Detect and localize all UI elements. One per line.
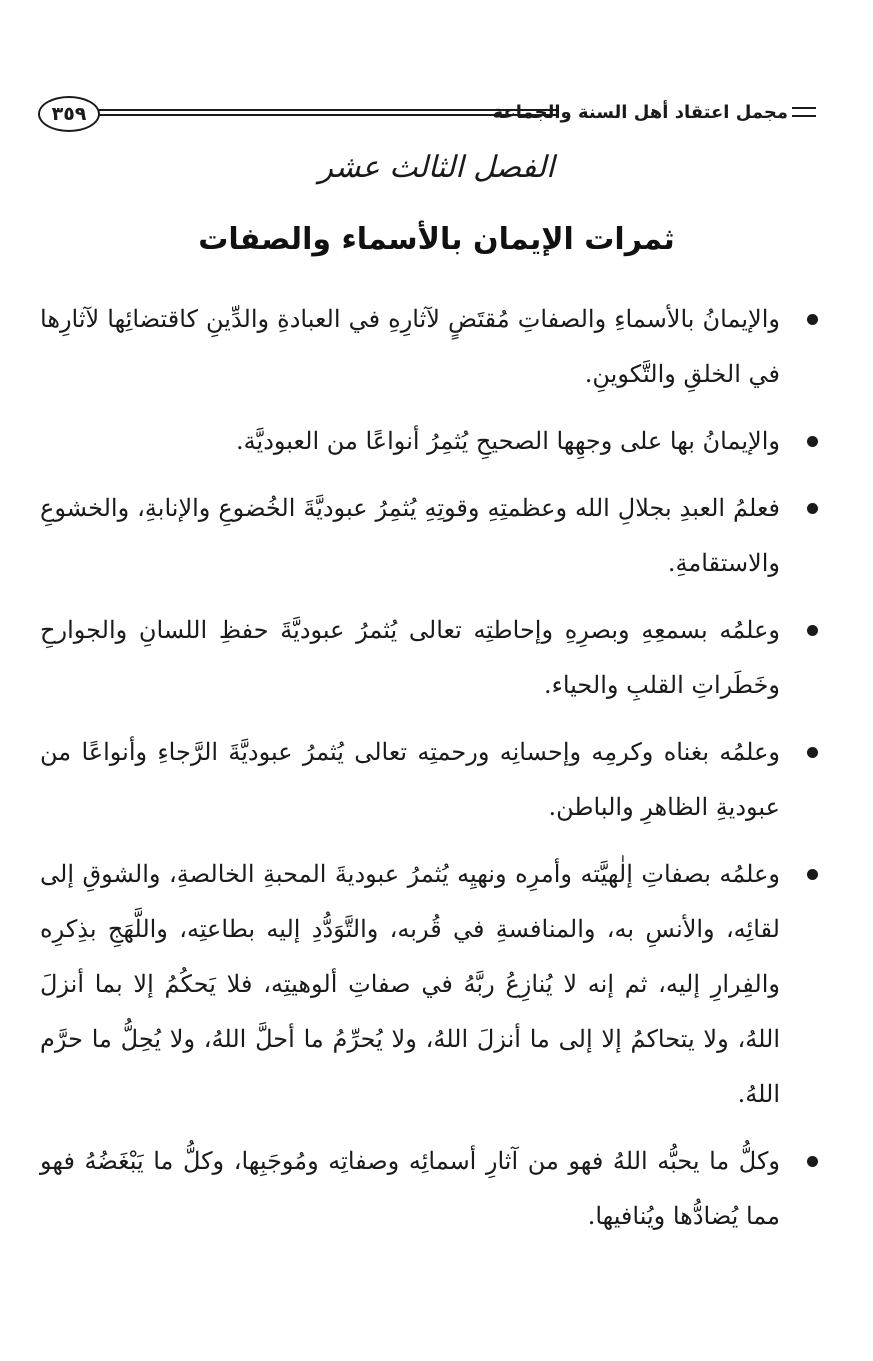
bullet-list [40,292,820,1244]
list-item [40,481,820,591]
bullet-icon [807,314,818,325]
list-item [40,847,820,1122]
chapter-title: ثمرات الإيمان بالأسماء والصفات [198,222,675,257]
list-item [40,725,820,835]
list-item-text: فعلمُ العبدِ بجلالِ الله وعظمتِهِ وقوتِهِ يُثمِرُ عبوديَّةَ الخُضوعِ والإنابةِ، والخشوعِ والاستقامةِ. [40,494,780,577]
chapter-label: الفصل الثالث عشر [318,150,555,185]
bullet-icon [807,436,818,447]
list-item-text: وعلمُه بسمعِهِ وبصرِهِ وإحاطتِه تعالى يُثمرُ عبوديَّةَ حفظِ اللسانِ والجوارحِ وخَطَراتِ القلبِ والحياء. [40,616,781,699]
list-item-text: وعلمُه بصفاتِ إلٰهيَّته وأمرِه ونهيِه يُثمرُ عبوديةَ المحبةِ الخالصةِ، والشوقِ إلى لقائِه، والأنسِ به، والمنافسةِ في قُربه، والتَّوَدُّدِ إليه بطاعتِه، واللَّهَجِ بذِكرِه والفِرارِ إليه، ثم إنه لا يُنازِعُ ربَّهُ في صفاتِ ألوهيتِه، فلا يَحكُمُ إلا بما أنزلَ اللهُ، ولا يتحاكمُ إلا إلى ما أنزلَ اللهُ، ولا يُحرِّمُ ما أحلَّ اللهُ، ولا يُحِلُّ ما حرَّم اللهُ. [40,860,780,1108]
header-ornament [792,107,816,117]
list-item-text: وعلمُه بغناه وكرمِه وإحسانِه ورحمتِه تعالى يُثمرُ عبوديَّةَ الرَّجاءِ وأنواعًا من عبوديةِ الظاهرِ والباطن. [40,738,781,821]
list-item [40,292,820,402]
list-item-text: والإيمانُ بالأسماءِ والصفاتِ مُقتَضٍ لآثارِهِ في العبادةِ والدِّينِ كاقتضائِها لآثارِها في الخلقِ والتَّكوينِ. [40,305,780,388]
bullet-icon [807,869,818,880]
list-item [40,603,820,713]
running-header [38,96,816,136]
list-item-text: وكلُّ ما يحبُّه اللهُ فهو من آثارِ أسمائِه وصفاتِه ومُوجَبِها، وكلُّ ما يَبْغَضُهُ فهو مما يُضادُّها ويُنافيها. [40,1147,780,1230]
header-rule [98,109,558,116]
content-body [40,292,820,1256]
bullet-icon [807,625,818,636]
bullet-icon [807,1156,818,1167]
list-item-text: والإيمانُ بها على وجهِها الصحيحِ يُثمِرُ أنواعًا من العبوديَّة. [236,427,780,455]
page-number: ٣٥٩ [38,96,100,132]
bullet-icon [807,747,818,758]
running-title: مجمل اعتقاد أهل السنة والجماعة [492,102,788,123]
list-item [40,1134,820,1244]
bullet-icon [807,503,818,514]
list-item [40,414,820,469]
